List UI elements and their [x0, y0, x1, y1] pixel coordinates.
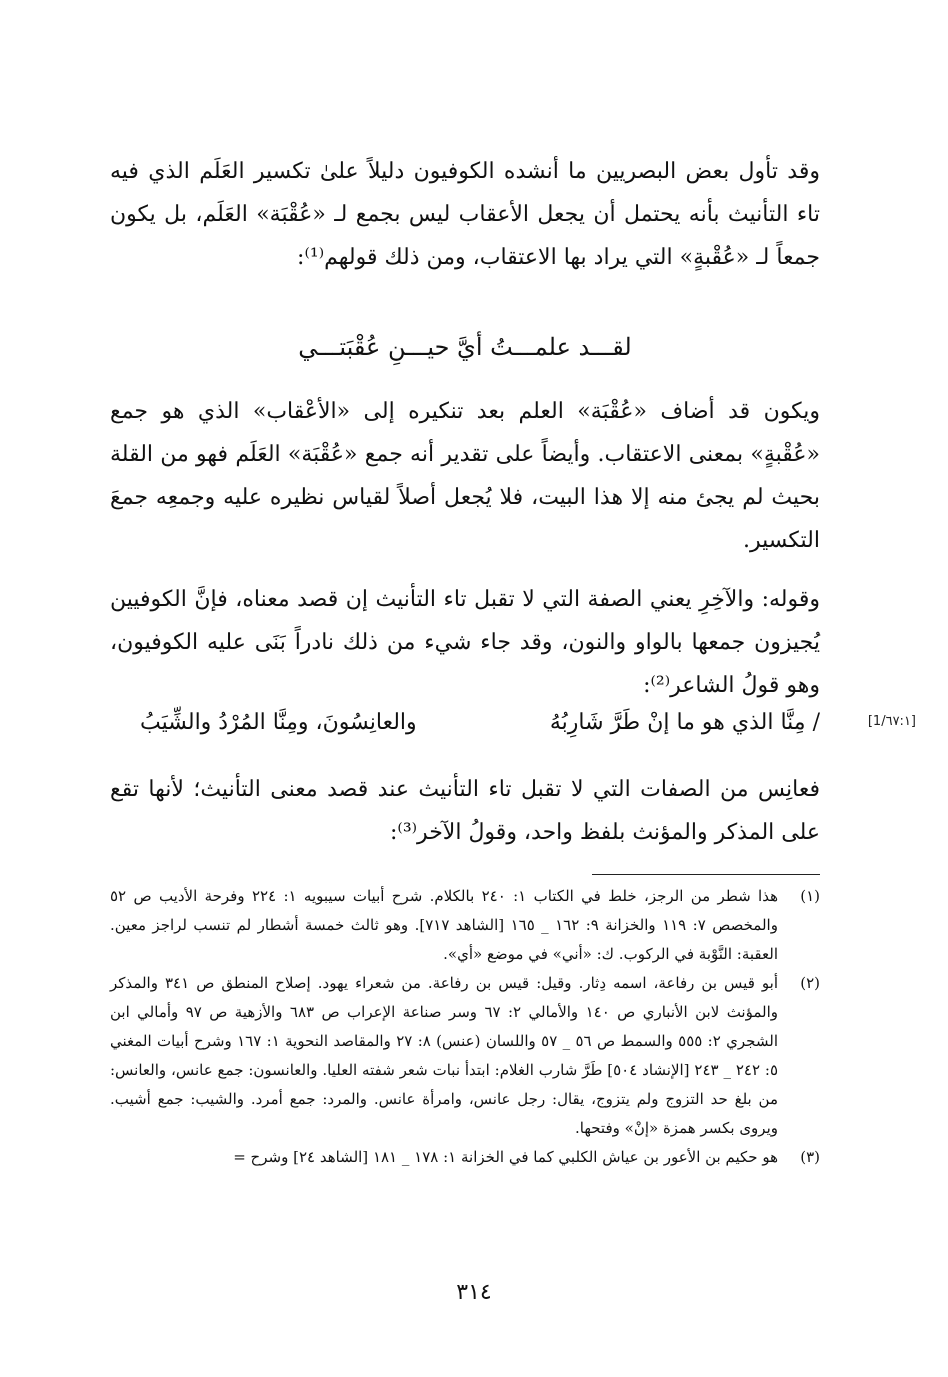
footnote-number: (٣)	[800, 1148, 820, 1166]
footnotes	[110, 882, 820, 1172]
footnote-number: (١)	[800, 887, 820, 905]
paragraph: وقوله: والآخِرِ يعني الصفة التي لا تقبل تاء التأنيث إن قصد معناه، فإنَّ الكوفيين يُجيزون جمعها بالواو والنون، وقد جاء شيء من ذلك نادراً بَنَى عليه الكوفيون، وهو قولُ الشاعر⁽²⁾:	[110, 587, 820, 698]
footnote-divider	[592, 874, 820, 875]
paragraph: وقد تأول بعض البصريين ما أنشده الكوفيون دليلاً علىٰ تكسير العَلَم الذي فيه تاء التأنيث بأنه يحتمل أن يجعل الأعقاب ليس بجمع لـ «عُقْبَة» العَلَم، بل يكون جمعاً لـ «عُقْبةٍ» التي يراد بها الاعتقاب، ومن ذلك قولهم⁽¹⁾:	[110, 159, 820, 270]
margin-reference: [1/٦٧:١]	[867, 714, 916, 729]
footnote-text: هو حكيم بن الأعور بن عياش الكلبي كما في الخزانة ١: ١٧٨ _ ١٨١ [الشاهد ٢٤] وشرح =	[233, 1148, 778, 1166]
page-number: ٣١٤	[456, 1280, 492, 1305]
footnote	[110, 882, 820, 969]
paragraph: ويكون قد أضاف «عُقْبَة» العلم بعد تنكيره إلى «الأعْقاب» الذي هو جمع «عُقْبةٍ» بمعنى الاعتقاب. وأيضاً على تقدير أنه جمع «عُقْبَة» العَلَم فهو من القلة بحيث لم يجئ منه إلا هذا البيت، فلا يُجعل أصلاً لقياس نظيره عليه وجمعِه جمعَ التكسير.	[110, 399, 820, 553]
paragraph: فعانِس من الصفات التي لا تقبل تاء التأنيث عند قصد معنى التأنيث؛ لأنها تقع على المذكر والمؤنث بلفظ واحد، وقولُ الآخر⁽³⁾:	[110, 777, 820, 845]
footnote	[110, 1143, 820, 1172]
footnote-text: هذا شطر من الرجز، خلط في الكتاب ١: ٢٤٠ بالكلام. شرح أبيات سيبويه ١: ٢٢٤ وفرحة الأديب ص ٥٢ والمخصص ٧: ١١٩ والخزانة ٩: ١٦٢ _ ١٦٥ [الشاهد ٧١٧]. وهو ثالث خمسة أشطار لم تنسب لراجز معين. العقبة: النَّوْبة في الركوب. ك: «أني» في موضع «أي».	[110, 887, 778, 963]
verse-first-hemistich: / مِنَّا الذي هو ما إنْ طَرَّ شَارِبُهُ	[549, 710, 820, 735]
footnote	[110, 969, 820, 1143]
footnote-number: (٢)	[800, 974, 820, 992]
verse-second-hemistich: والعانِسُونَ، ومِنَّا المُرْدُ والشِّيَبُ	[140, 710, 417, 735]
verse-line	[110, 710, 916, 750]
verse-line: لقـــد علمـــتُ أيَّ حيـــنِ عُقْبَتـــي	[298, 333, 632, 361]
footnote-text: أبو قيس بن رفاعة، اسمه دِثار. وقيل: قيس بن رفاعة. من شعراء يهود. إصلاح المنطق ص ٣٤١ والمذكر والمؤنث لابن الأنباري ص ١٤٠ والأمالي ٢: ٦٧ وسر صناعة الإعراب ص ٦٨٣ والأزهية ص ٩٧ وأمالي ابن الشجري ٢: ٥٥٥ والسمط ص ٥٦ _ ٥٧ واللسان (عنس) ٨: ٢٧ والمقاصد النحوية ١: ١٦٧ وشرح أبيات المغني ٥: ٢٤٢ _ ٢٤٣ [الإنشاد ٥٠٤] طَرَّ شارب الغلام: ابتدأ نبات شعر شفته العليا. والعانسون: جمع عانس، والعانس: من بلغ حد التزوج ولم يتزوج، يقال: رجل عانس، وامرأة عانس. والمرد: جمع أمرد. والشيب: جمع أشيب. ويروى بكسر همزة «إنْ» وفتحها.	[110, 974, 778, 1137]
